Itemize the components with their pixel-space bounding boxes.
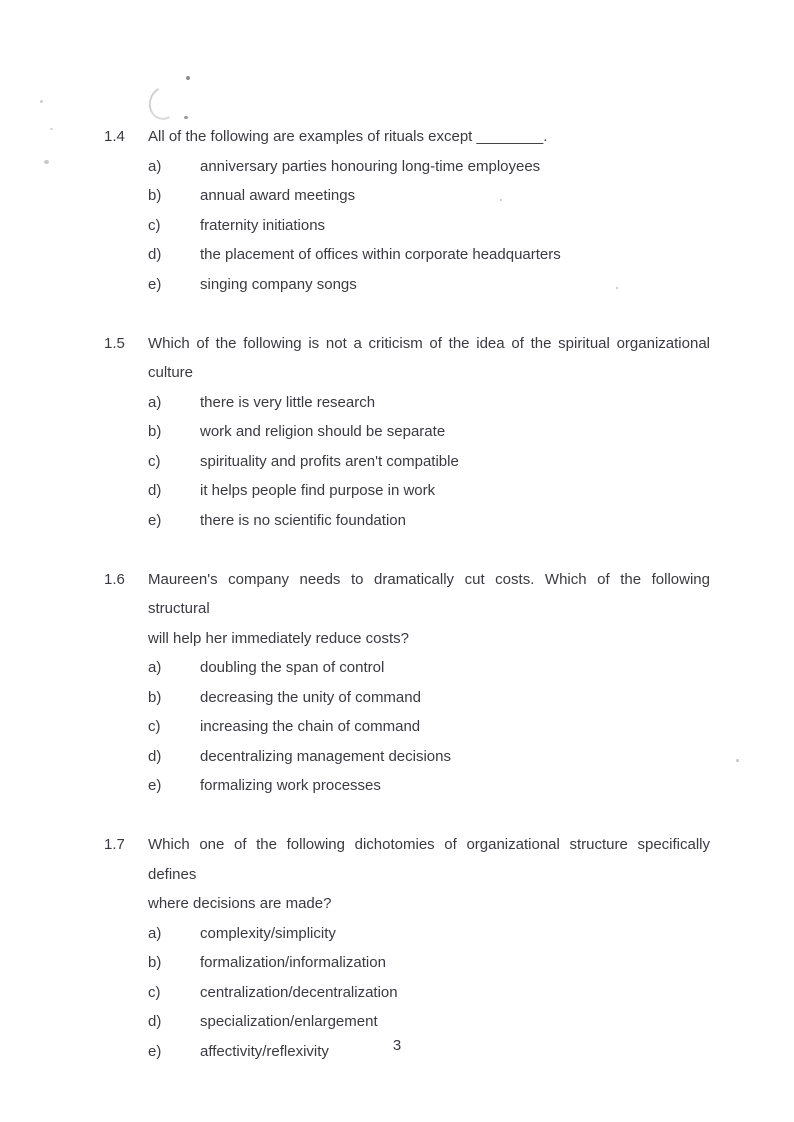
option-a bbox=[148, 388, 710, 418]
option-c bbox=[148, 712, 710, 742]
option-letter: c) bbox=[148, 718, 161, 735]
option-letter: c) bbox=[148, 216, 161, 234]
option-letter: a) bbox=[148, 924, 162, 942]
option-e bbox=[148, 270, 710, 300]
option-letter: c) bbox=[148, 452, 161, 470]
option-text: it helps people find purpose in work bbox=[200, 482, 436, 499]
option-text: anniversary parties honouring long-time employees bbox=[200, 157, 541, 175]
option-letter: a) bbox=[148, 157, 162, 175]
option-letter: d) bbox=[148, 747, 162, 765]
option-text: increasing the chain of command bbox=[200, 718, 421, 735]
option-letter: e) bbox=[148, 1042, 162, 1060]
option-text: formalizing work processes bbox=[200, 777, 381, 794]
option-letter: e) bbox=[148, 511, 162, 529]
option-c bbox=[148, 978, 710, 1008]
option-text: specialization/enlargement bbox=[200, 1013, 378, 1030]
option-b bbox=[148, 948, 710, 978]
question-text-line-2: will help her immediately reduce costs? bbox=[148, 629, 409, 647]
option-text: centralization/decentralization bbox=[200, 983, 398, 1001]
option-a bbox=[148, 919, 710, 949]
option-text: affectivity/reflexivity bbox=[200, 1042, 329, 1060]
option-e bbox=[148, 506, 710, 536]
option-c bbox=[148, 447, 710, 477]
option-letter: d) bbox=[148, 482, 162, 499]
question-text-line-2: culture bbox=[148, 364, 194, 381]
option-text: there is no scientific foundation bbox=[200, 511, 406, 529]
option-text: fraternity initiations bbox=[200, 216, 326, 234]
option-text: formalization/informalization bbox=[200, 954, 386, 971]
question-number: 1.7 bbox=[104, 836, 125, 853]
option-a bbox=[148, 653, 710, 683]
option-letter: e) bbox=[148, 275, 162, 293]
option-text: doubling the span of control bbox=[200, 659, 385, 676]
option-letter: b) bbox=[148, 954, 162, 971]
option-d bbox=[148, 476, 710, 506]
option-b bbox=[148, 683, 710, 713]
option-text: spirituality and profits aren't compatible bbox=[200, 452, 459, 470]
question-number: 1.6 bbox=[104, 570, 125, 588]
option-letter: a) bbox=[148, 393, 162, 411]
option-letter: d) bbox=[148, 1013, 162, 1030]
option-letter: b) bbox=[148, 187, 162, 204]
question-body bbox=[148, 329, 710, 536]
option-text: singing company songs bbox=[200, 275, 357, 293]
option-letter: c) bbox=[148, 983, 161, 1001]
option-c bbox=[148, 211, 710, 241]
question-number: 1.5 bbox=[104, 334, 125, 352]
option-e bbox=[148, 771, 710, 801]
option-letter: d) bbox=[148, 246, 162, 263]
question-1-6 bbox=[104, 565, 710, 801]
question-number: 1.4 bbox=[104, 128, 125, 145]
option-letter: b) bbox=[148, 423, 162, 440]
option-text: work and religion should be separate bbox=[200, 423, 446, 440]
question-body bbox=[148, 122, 710, 299]
option-text: there is very little research bbox=[200, 393, 376, 411]
question-text-line-1: Which of the following is not a criticism of the idea of the spiritual organizational bbox=[148, 334, 710, 352]
question-body bbox=[148, 565, 710, 801]
option-b bbox=[148, 417, 710, 447]
option-letter: b) bbox=[148, 688, 162, 706]
question-text: All of the following are examples of rituals except ________. bbox=[148, 128, 548, 145]
option-text: complexity/simplicity bbox=[200, 924, 336, 942]
question-text-line-2: where decisions are made? bbox=[148, 895, 332, 912]
question-1-4 bbox=[104, 122, 710, 299]
option-text: decentralizing management decisions bbox=[200, 747, 451, 765]
option-a bbox=[148, 152, 710, 182]
question-text-line-1: Which one of the following dichotomies of organizational structure specifically defines bbox=[148, 836, 710, 883]
option-text: annual award meetings bbox=[200, 187, 356, 204]
question-text-line-1: Maureen's company needs to dramatically cut costs. Which of the following structural bbox=[148, 570, 710, 617]
option-d bbox=[148, 742, 710, 772]
option-text: decreasing the unity of command bbox=[200, 688, 421, 706]
option-letter: a) bbox=[148, 659, 162, 676]
option-b bbox=[148, 181, 710, 211]
question-1-5 bbox=[104, 329, 710, 536]
option-letter: e) bbox=[148, 777, 162, 794]
page-number: 3 bbox=[392, 1037, 402, 1054]
option-d bbox=[148, 240, 710, 270]
option-text: the placement of offices within corporate headquarters bbox=[200, 246, 561, 263]
